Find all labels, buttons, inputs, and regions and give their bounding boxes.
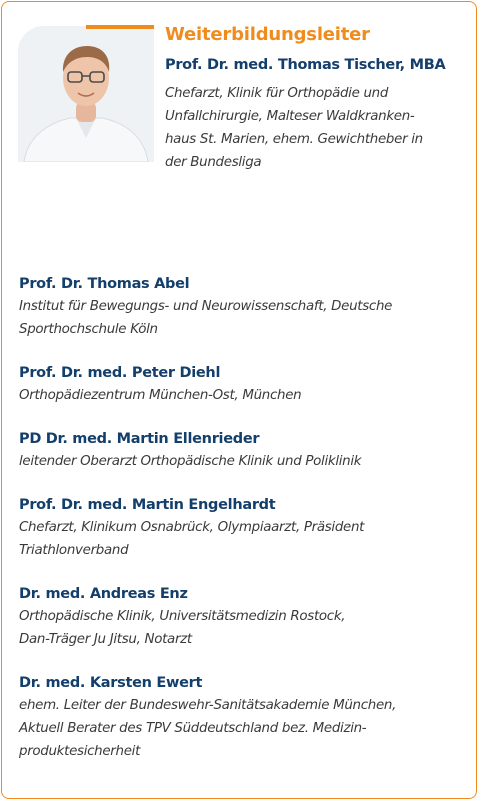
lead-desc-line: der Bundesliga	[165, 155, 262, 170]
affiliation-line: produktesicherheit	[19, 744, 141, 759]
speaker-entry	[19, 672, 469, 763]
speaker-name: Prof. Dr. med. Peter Diehl	[19, 365, 221, 381]
speaker-entry	[19, 428, 469, 473]
lead-desc-line: haus St. Marien, ehem. Gewichtheber in	[165, 132, 423, 147]
affiliation-line: Orthopädische Klinik, Universitätsmedizin Rostock,	[19, 609, 346, 624]
section-title: Weiterbildungsleiter	[165, 24, 370, 45]
portrait-illustration	[18, 26, 154, 162]
speaker-name: Dr. med. Andreas Enz	[19, 586, 188, 602]
affiliation-line: Institut für Bewegungs- und Neurowissenschaft, Deutsche	[19, 299, 393, 314]
lead-desc-line: Unfallchirurgie, Malteser Waldkranken-	[165, 109, 415, 124]
affiliation-line: Chefarzt, Klinikum Osnabrück, Olympiaarzt, Präsident	[19, 520, 365, 535]
speaker-card	[1, 1, 477, 799]
affiliation-line: Sporthochschule Köln	[19, 322, 158, 337]
speaker-entry	[19, 494, 469, 562]
speaker-entry	[19, 583, 469, 651]
lead-name: Prof. Dr. med. Thomas Tischer, MBA	[165, 57, 446, 73]
speaker-name: Prof. Dr. med. Martin Engelhardt	[19, 497, 276, 513]
speaker-affiliation	[19, 295, 469, 341]
speaker-entry	[19, 362, 469, 407]
affiliation-line: leitender Oberarzt Orthopädische Klinik und Poliklinik	[19, 454, 362, 469]
accent-line	[86, 25, 154, 29]
speaker-affiliation	[19, 384, 469, 407]
speaker-affiliation	[19, 694, 469, 763]
portrait-photo	[18, 26, 154, 162]
lead-desc-line: Chefarzt, Klinik für Orthopädie und	[165, 86, 389, 101]
speaker-list	[19, 273, 469, 784]
speaker-name: Dr. med. Karsten Ewert	[19, 675, 203, 691]
speaker-affiliation	[19, 605, 469, 651]
lead-description	[165, 82, 470, 174]
affiliation-line: Orthopädiezentrum München-Ost, München	[19, 388, 302, 403]
speaker-name: Prof. Dr. Thomas Abel	[19, 276, 190, 292]
affiliation-line: Dan-Träger Ju Jitsu, Notarzt	[19, 632, 192, 647]
affiliation-line: Aktuell Berater des TPV Süddeutschland bez. Medizin-	[19, 721, 367, 736]
speaker-affiliation	[19, 516, 469, 562]
speaker-affiliation	[19, 450, 469, 473]
affiliation-line: Triathlonverband	[19, 543, 129, 558]
speaker-name: PD Dr. med. Martin Ellenrieder	[19, 431, 260, 447]
affiliation-line: ehem. Leiter der Bundeswehr-Sanitätsakademie München,	[19, 698, 397, 713]
speaker-entry	[19, 273, 469, 341]
